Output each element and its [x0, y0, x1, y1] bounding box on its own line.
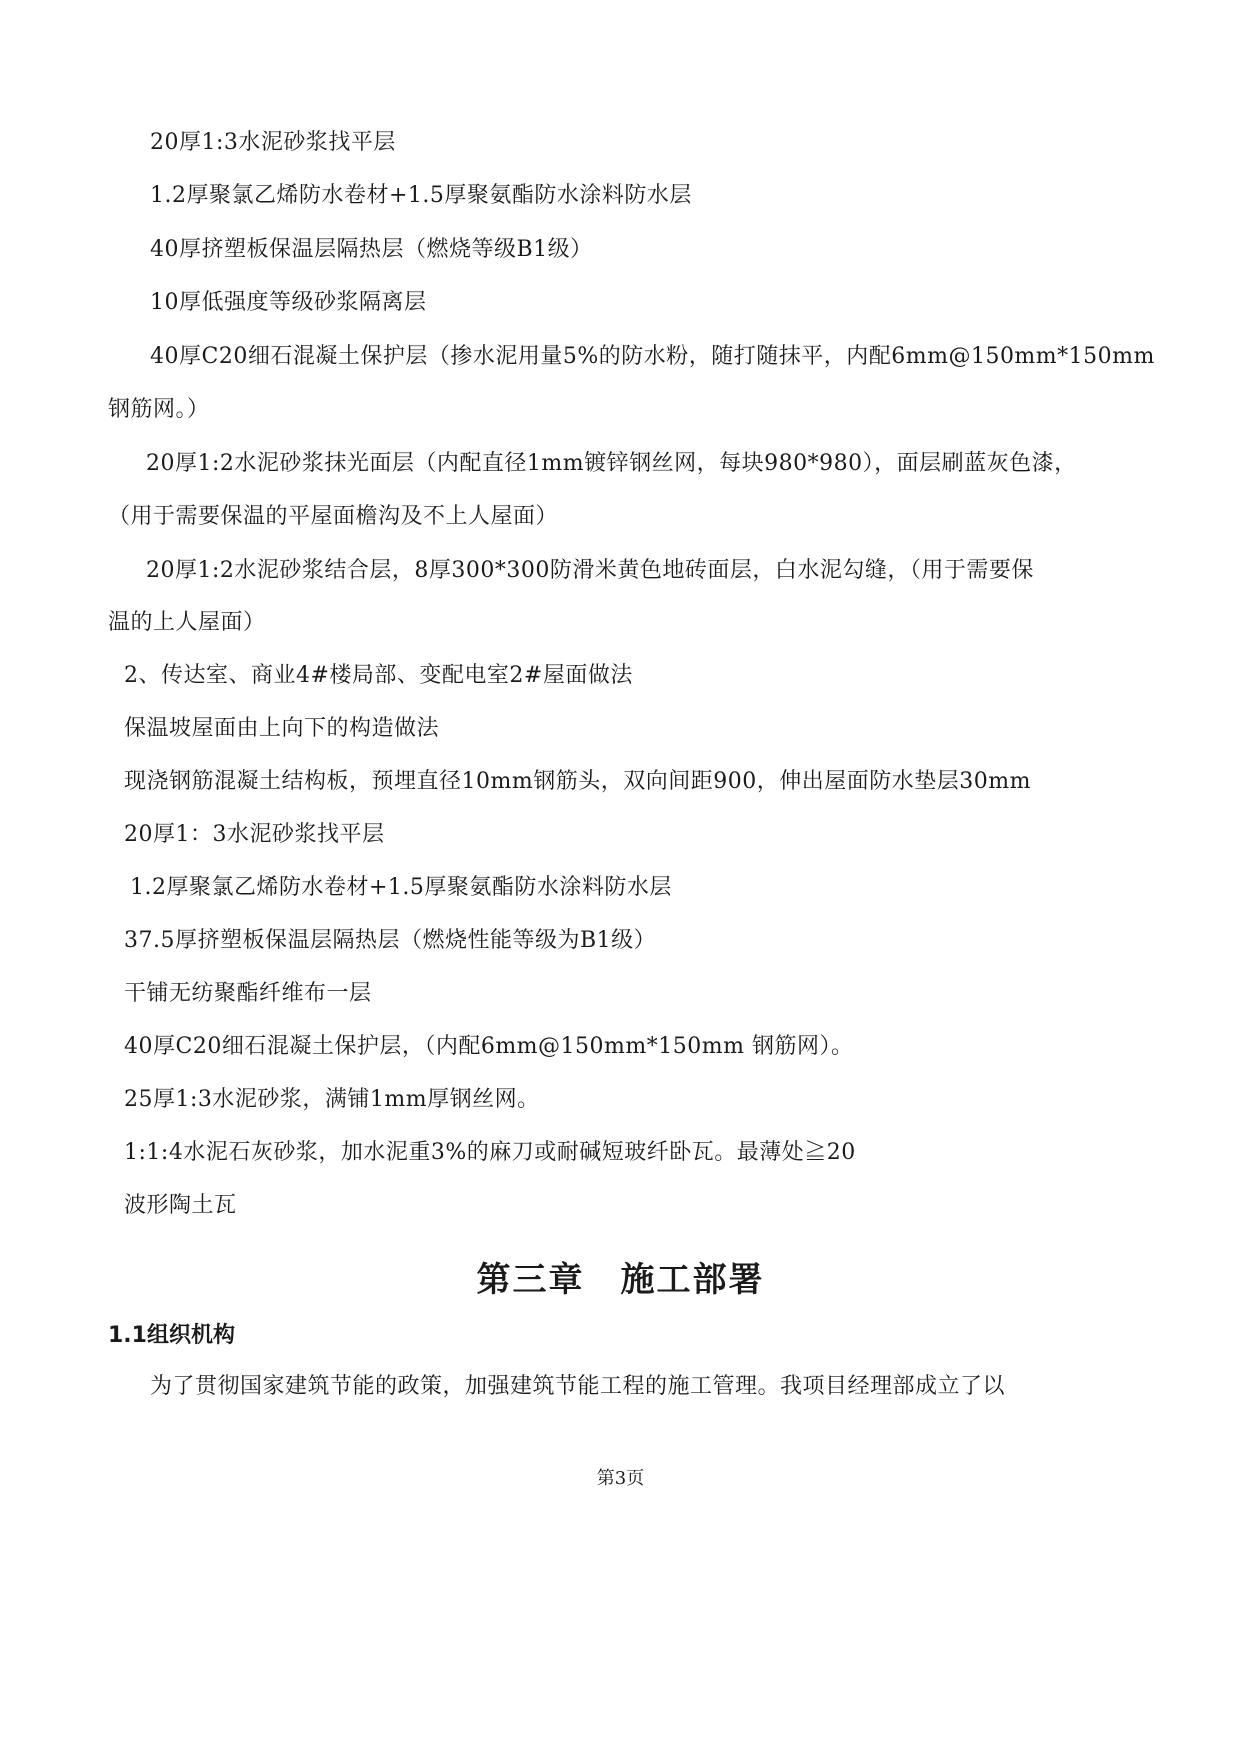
- paragraph: 温的上人屋面）: [108, 610, 266, 635]
- paragraph: 波形陶土瓦: [124, 1193, 237, 1218]
- section-title: 1.1组织机构: [108, 1323, 235, 1348]
- chapter-title: 第三章 施工部署: [476, 1260, 765, 1300]
- paragraph: 钢筋网。）: [108, 397, 210, 422]
- paragraph: 2、传达室、商业4#楼局部、变配电室2#屋面做法: [124, 663, 633, 688]
- paragraph: 40厚C20细石混凝土保护层（掺水泥用量5%的防水粉，随打随抹平，内配6mm@150mm*150mm: [150, 344, 1155, 369]
- section-paragraph: 为了贯彻国家建筑节能的政策，加强建筑节能工程的施工管理。我项目经理部成立了以: [150, 1374, 1006, 1399]
- paragraph: 1.2厚聚氯乙烯防水卷材+1.5厚聚氨酯防水涂料防水层: [130, 875, 672, 900]
- paragraph: 37.5厚挤塑板保温层隔热层（燃烧性能等级为B1级）: [124, 928, 657, 953]
- paragraph: 现浇钢筋混凝土结构板，预埋直径10mm钢筋头，双向间距900，伸出屋面防水垫层30mm: [124, 769, 1031, 794]
- paragraph: 1:1:4水泥石灰砂浆，加水泥重3%的麻刀或耐碱短玻纤卧瓦。最薄处≧20: [124, 1140, 856, 1165]
- paragraph: 1.2厚聚氯乙烯防水卷材+1.5厚聚氨酯防水涂料防水层: [150, 183, 692, 208]
- paragraph: 干铺无纺聚酯纤维布一层: [124, 981, 372, 1006]
- paragraph: 40厚挤塑板保温层隔热层（燃烧等级B1级）: [150, 237, 593, 262]
- paragraph: 20厚1:2水泥砂浆抹光面层（内配直径1mm镀锌钢丝网，每块980*980），面层刷蓝灰色漆，: [146, 451, 1077, 476]
- paragraph: 20厚1:3水泥砂浆找平层: [150, 130, 396, 155]
- paragraph: 保温坡屋面由上向下的构造做法: [124, 716, 440, 741]
- paragraph: 40厚C20细石混凝土保护层，（内配6mm@150mm*150mm 钢筋网）。: [124, 1034, 854, 1059]
- paragraph: 10厚低强度等级砂浆隔离层: [150, 290, 427, 315]
- paragraph: 20厚1：3水泥砂浆找平层: [124, 822, 385, 847]
- paragraph: （用于需要保温的平屋面檐沟及不上人屋面）: [108, 504, 559, 529]
- paragraph: 20厚1:2水泥砂浆结合层，8厚300*300防滑米黄色地砖面层，白水泥勾缝，（用于需要保: [146, 558, 1034, 583]
- page-number: 第3页: [596, 1468, 645, 1489]
- paragraph: 25厚1:3水泥砂浆，满铺1mm厚钢丝网。: [124, 1087, 540, 1112]
